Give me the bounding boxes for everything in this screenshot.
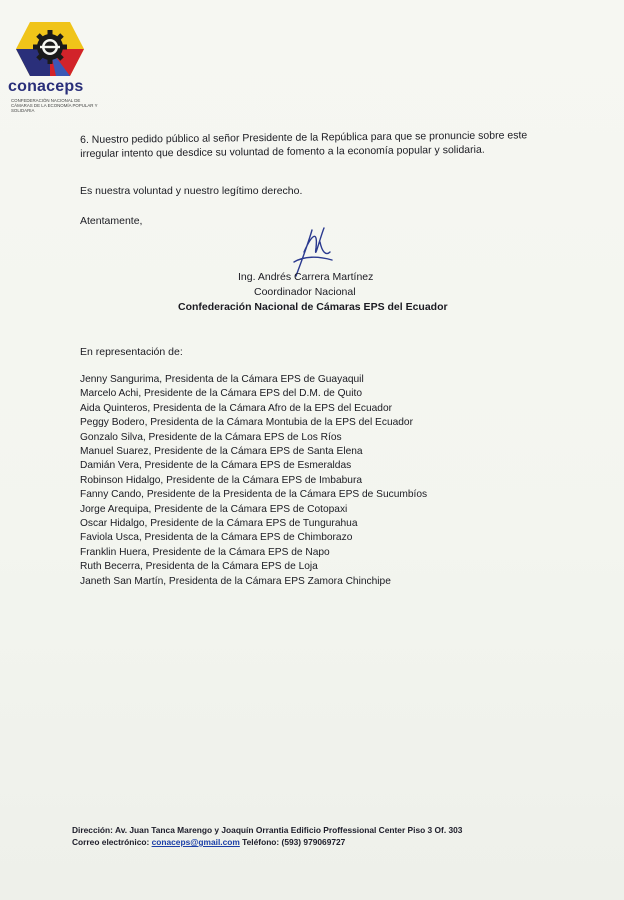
footer-contact	[72, 836, 462, 848]
list-item: Robinson Hidalgo, Presidente de la Cámara EPS de Imbabura	[80, 474, 363, 486]
email-link[interactable]: conaceps@gmail.com	[151, 837, 240, 847]
paragraph-6: 6. Nuestro pedido público al señor Presidente de la República para que se pronuncie sobre este irregular intento que desdice su voluntad de fomento a la economía popular y solidaria.	[80, 129, 528, 160]
list-item: Gonzalo Silva, Presidente de la Cámara EPS de Los Ríos	[80, 431, 342, 443]
list-item: Oscar Hidalgo, Presidente de la Cámara EPS de Tungurahua	[80, 518, 358, 530]
list-item: Damián Vera, Presidente de la Cámara EPS de Esmeraldas	[80, 460, 352, 472]
list-item: Fanny Cando, Presidente de la Presidenta de la Cámara EPS de Sucumbíos	[80, 489, 428, 501]
logo-brand: conaceps	[8, 78, 84, 95]
signer-role: Coordinador Nacional	[254, 286, 356, 298]
footer-address: Dirección: Av. Juan Tanca Marengo y Joaquín Orrantia Edificio Proffessional Center Piso 3 Of. 303	[72, 825, 463, 835]
list-item: Manuel Suarez, Presidente de la Cámara EPS de Santa Elena	[80, 446, 363, 458]
list-item: Aida Quinteros, Presidenta de la Cámara Afro de la EPS del Ecuador	[80, 402, 393, 414]
list-item: Ruth Becerra, Presidenta de la Cámara EPS de Loja	[80, 561, 318, 573]
gear-emblem-icon	[16, 20, 84, 78]
signer-name: Ing. Andrés Carrera Martínez	[238, 271, 374, 283]
closing: Atentamente,	[80, 215, 143, 227]
representatives-list	[80, 373, 427, 589]
list-item: Marcelo Achi, Presidente de la Cámara EPS del D.M. de Quito	[80, 388, 362, 400]
list-item: Janeth San Martín, Presidenta de la Cámara EPS Zamora Chinchipe	[80, 575, 391, 587]
email-label: Correo electrónico:	[72, 837, 150, 847]
representation-heading: En representación de:	[80, 346, 183, 358]
list-item: Faviola Usca, Presidenta de la Cámara EPS de Chimborazo	[80, 532, 353, 544]
logo-subtitle: CONFEDERACIÓN NACIONAL DE CÁMARAS DE LA ECONOMÍA POPULAR Y SOLIDARIA	[11, 98, 98, 113]
signer-organization: Confederación Nacional de Cámaras EPS del Ecuador	[178, 301, 448, 313]
list-item: Franklin Huera, Presidente de la Cámara EPS de Napo	[80, 546, 330, 558]
conaceps-logo	[8, 20, 98, 113]
list-item: Jenny Sangurima, Presidenta de la Cámara EPS de Guayaquil	[80, 374, 364, 385]
phone: Teléfono: (593) 979069727	[242, 837, 346, 847]
list-item: Peggy Bodero, Presidenta de la Cámara Montubia de la EPS del Ecuador	[80, 417, 413, 429]
list-item: Jorge Arequipa, Presidente de la Cámara EPS de Cotopaxi	[80, 503, 348, 515]
will-statement: Es nuestra voluntad y nuestro legítimo derecho.	[80, 185, 303, 197]
footer	[72, 824, 462, 848]
